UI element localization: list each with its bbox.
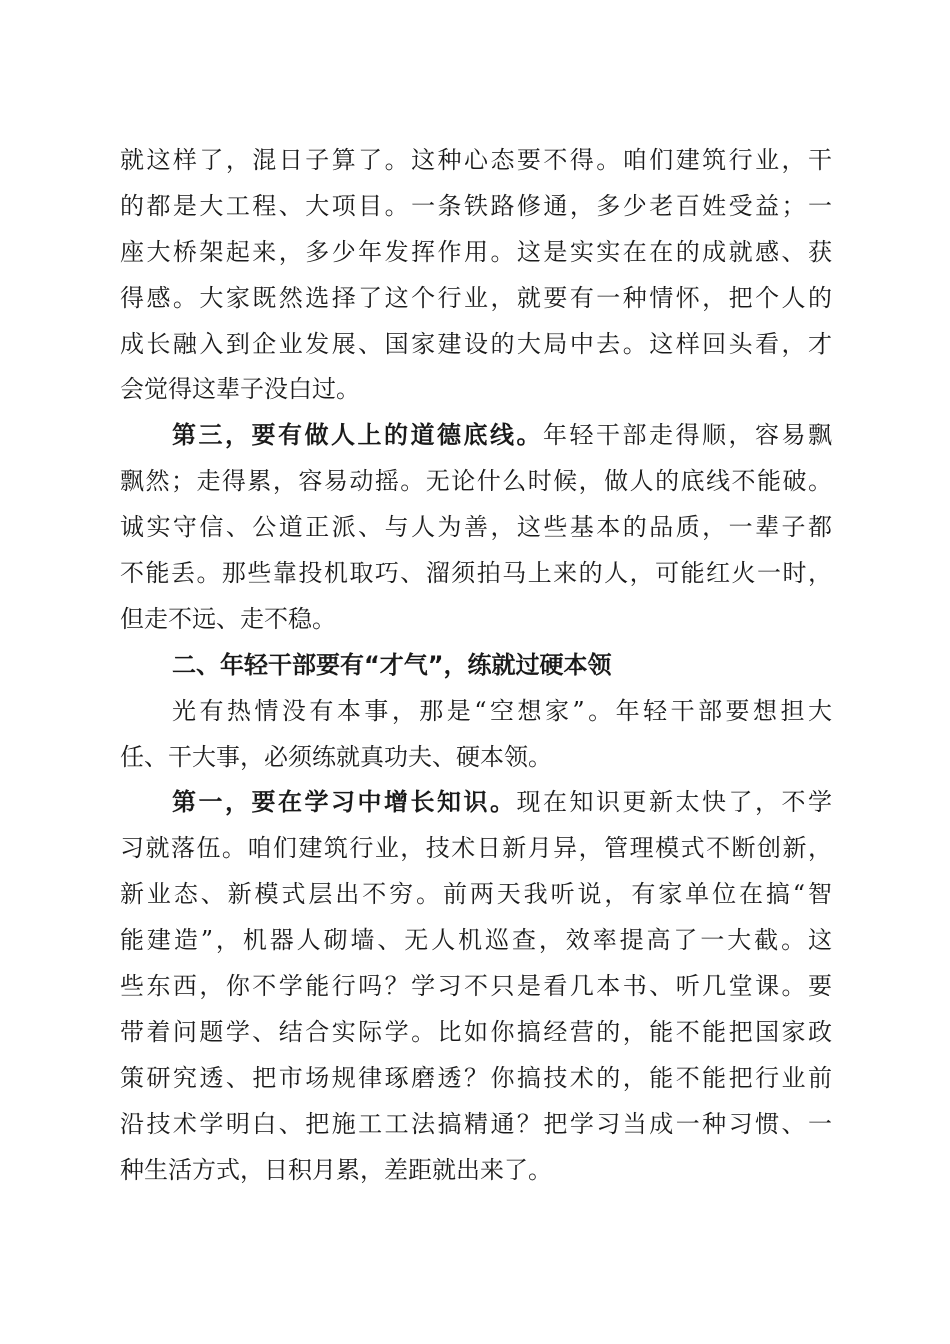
- text-line: 的都是大工程、大项目。一条铁路修通，多少老百姓受益；一: [120, 191, 832, 220]
- text-line: 些东西，你不学能行吗？学习不只是看几本书、听几堂课。要: [120, 972, 832, 1001]
- text-line: 能建造”，机器人砌墙、无人机巡查，效率提高了一大截。这: [120, 926, 832, 955]
- paragraph-lead: 第三，要有做人上的道德底线。: [172, 421, 543, 450]
- text-line: 会觉得这辈子没白过。: [120, 375, 360, 404]
- text-line: 就这样了，混日子算了。这种心态要不得。咱们建筑行业，干: [120, 146, 832, 174]
- section-heading: 二、年轻干部要有“才气”，练就过硬本领: [172, 650, 612, 679]
- body-text: [120, 138, 832, 1193]
- text-line: 沿技术学明白、把施工工法搞精通？把学习当成一种习惯、一: [120, 1109, 832, 1138]
- text-span: 年轻干部走得顺，容易飘: [543, 421, 832, 450]
- text-line: 带着问题学、结合实际学。比如你搞经营的，能不能把国家政: [120, 1017, 832, 1046]
- paragraph-first-line: [120, 780, 832, 826]
- text-line: 新业态、新模式层出不穷。前两天我听说，有家单位在搞“智: [120, 880, 832, 909]
- text-line: 得感。大家既然选择了这个行业，就要有一种情怀，把个人的: [120, 283, 832, 312]
- paragraph-first-line: [120, 413, 832, 459]
- text-line: 成长融入到企业发展、国家建设的大局中去。这样回头看，才: [120, 329, 832, 358]
- text-line: 诚实守信、公道正派、与人为善，这些基本的品质，一辈子都: [120, 513, 832, 542]
- text-line: 任、干大事，必须练就真功夫、硬本领。: [120, 742, 552, 771]
- text-line: 不能丢。那些靠投机取巧、溜须拍马上来的人，可能红火一时，: [120, 559, 832, 588]
- text-line: 策研究透、把市场规律琢磨透？你搞技术的，能不能把行业前: [120, 1063, 832, 1092]
- text-line: 习就落伍。咱们建筑行业，技术日新月异，管理模式不断创新，: [120, 834, 832, 863]
- text-line: 但走不远、走不稳。: [120, 604, 336, 633]
- paragraph-lead: 第一，要在学习中增长知识。: [172, 788, 517, 817]
- text-span: 现在知识更新太快了，不学: [516, 788, 832, 817]
- text-line: 种生活方式，日积月累，差距就出来了。: [120, 1155, 552, 1184]
- text-line: 飘然；走得累，容易动摇。无论什么时候，做人的底线不能破。: [120, 467, 832, 496]
- paragraph-first-line: 光有热情没有本事，那是“空想家”。年轻干部要想担大: [172, 696, 832, 725]
- text-line: 座大桥架起来，多少年发挥作用。这是实实在在的成就感、获: [120, 237, 832, 266]
